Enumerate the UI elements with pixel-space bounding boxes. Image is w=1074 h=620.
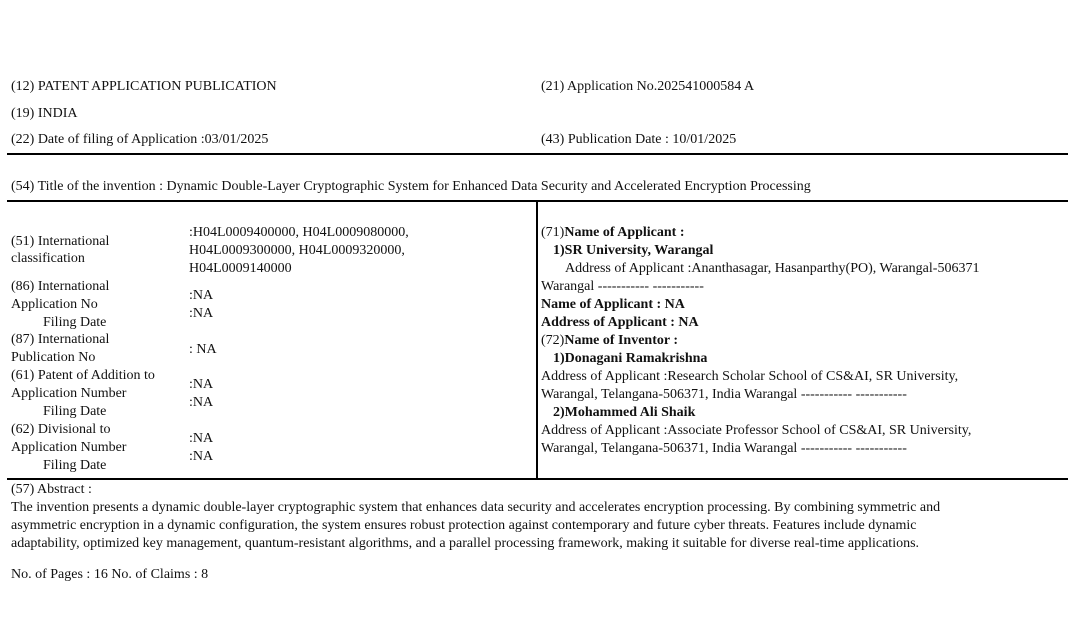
f62-label-3: Filing Date [43,458,107,473]
invention-title: (54) Title of the invention : Dynamic Double-Layer Cryptographic System for Enhanced Data Security and Accelerated Encryption Processing [11,179,811,194]
inventor-heading-prefix: (72) [541,333,565,348]
applicant-1-address-cont: Warangal ----------- ----------- [541,279,704,294]
abstract-label: (57) Abstract : [11,482,92,497]
publication-date: (43) Publication Date : 10/01/2025 [541,132,737,147]
f61-label-2: Application Number [11,386,127,401]
abstract-line-2: asymmetric encryption in a dynamic configuration, the system ensures robust protection against contemporary and future cyber threats. Features include dynamic [11,518,917,533]
publication-type: (12) PATENT APPLICATION PUBLICATION [11,79,277,94]
f87-label-2: Publication No [11,350,96,365]
applicant-1-name: 1)SR University, Warangal [553,243,714,258]
inventor-heading-label: Name of Inventor : [564,333,678,348]
applicant-heading-prefix: (71) [541,225,565,240]
f61-value-2: :NA [189,395,214,410]
f86-value-1: :NA [189,288,214,303]
intl-class-label-2: classification [11,251,85,266]
f61-label-3: Filing Date [43,404,107,419]
country: (19) INDIA [11,106,78,121]
filing-date: (22) Date of filing of Application :03/01/2025 [11,132,269,147]
inventor-1-name: 1)Donagani Ramakrishna [553,351,708,366]
intl-class-label-1: (51) International [11,234,110,249]
f86-label-3: Filing Date [43,315,107,330]
f61-label-1: (61) Patent of Addition to [11,368,155,383]
application-number: (21) Application No.202541000584 A [541,79,755,94]
address-of-applicant-na: Address of Applicant : NA [541,315,699,330]
inventor-2-address-1: Address of Applicant :Associate Professor School of CS&AI, SR University, [541,423,972,438]
f62-value-2: :NA [189,449,214,464]
inventor-2-name: 2)Mohammed Ali Shaik [553,405,696,420]
applicant-heading [541,224,685,241]
inventor-heading [541,332,678,349]
f61-value-1: :NA [189,377,214,392]
header-divider [7,153,1068,155]
f62-label-2: Application Number [11,440,127,455]
intl-class-value-1: :H04L0009400000, H04L0009080000, [189,225,409,240]
inventor-2-address-2: Warangal, Telangana-506371, India Warangal ----------- ----------- [541,441,907,456]
applicant-heading-label: Name of Applicant : [564,225,685,240]
abstract-line-1: The invention presents a dynamic double-layer cryptographic system that enhances data security and accelerates encryption processing. By combining symmetric and [11,500,941,515]
abstract-divider [7,478,1068,480]
intl-class-value-2: H04L0009300000, H04L0009320000, [189,243,405,258]
inventor-1-address-2: Warangal, Telangana-506371, India Warangal ----------- ----------- [541,387,907,402]
name-of-applicant-na: Name of Applicant : NA [541,297,685,312]
applicant-1-address: Address of Applicant :Ananthasagar, Hasanparthy(PO), Warangal-506371 [565,261,980,276]
f86-value-2: :NA [189,306,214,321]
f62-value-1: :NA [189,431,214,446]
intl-class-value-3: H04L0009140000 [189,261,292,276]
f86-label-2: Application No [11,297,98,312]
column-divider [536,201,538,479]
abstract-line-3: adaptability, optimized key management, quantum-resistant algorithms, and a parallel processing framework, making it suitable for diverse real-time applications. [11,536,920,551]
pages-claims: No. of Pages : 16 No. of Claims : 8 [11,567,209,582]
f87-label-1: (87) International [11,332,110,347]
inventor-1-address-1: Address of Applicant :Research Scholar School of CS&AI, SR University, [541,369,959,384]
f86-label-1: (86) International [11,279,110,294]
f87-value: : NA [189,342,217,357]
f62-label-1: (62) Divisional to [11,422,111,437]
